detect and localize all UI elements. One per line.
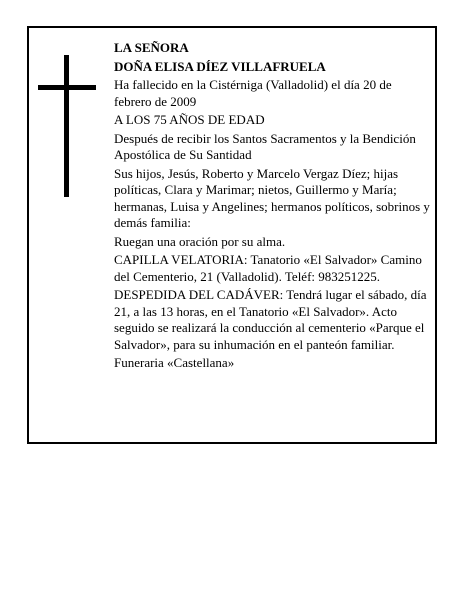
prayer-line: Ruegan una oración por su alma. (114, 233, 286, 249)
death-statement: Ha fallecido en la Cistérniga (Valladolid) el día 20 de febrero de 2009 (114, 77, 392, 109)
farewell-line: DESPEDIDA DEL CADÁVER: Tendrá lugar el sábado, día 21, a las 13 horas, en el Tanatorio «El Salvador». Acto seguido se realizará la conducción al cementerio «Parque el Salvador», para su inhumación en el panteón familiar. (114, 287, 427, 352)
family-line: Sus hijos, Jesús, Roberto y Marcelo Vergaz Díez; hijas políticas, Clara y Marimar; nietos, Guillermo y María; hermanas, Luisa y Angelines; hermanos políticos, sobrinos y demás familia: (114, 165, 430, 230)
chapel-line: CAPILLA VELATORIA: Tanatorio «El Salvador» Camino del Cementerio, 21 (Valladolid). Teléf: 983251225. (114, 252, 422, 284)
obituary-text (114, 40, 430, 374)
deceased-name: DOÑA ELISA DÍEZ VILLAFRUELA (114, 58, 326, 74)
cross-vertical-bar (64, 55, 69, 197)
sacraments-line: Después de recibir los Santos Sacramentos y la Bendición Apostólica de Su Santidad (114, 130, 416, 162)
cross-horizontal-bar (38, 85, 96, 90)
funeral-home-line: Funeraria «Castellana» (114, 355, 235, 370)
age-line: A LOS 75 AÑOS DE EDAD (114, 112, 265, 127)
title-line: LA SEÑORA (114, 40, 189, 55)
